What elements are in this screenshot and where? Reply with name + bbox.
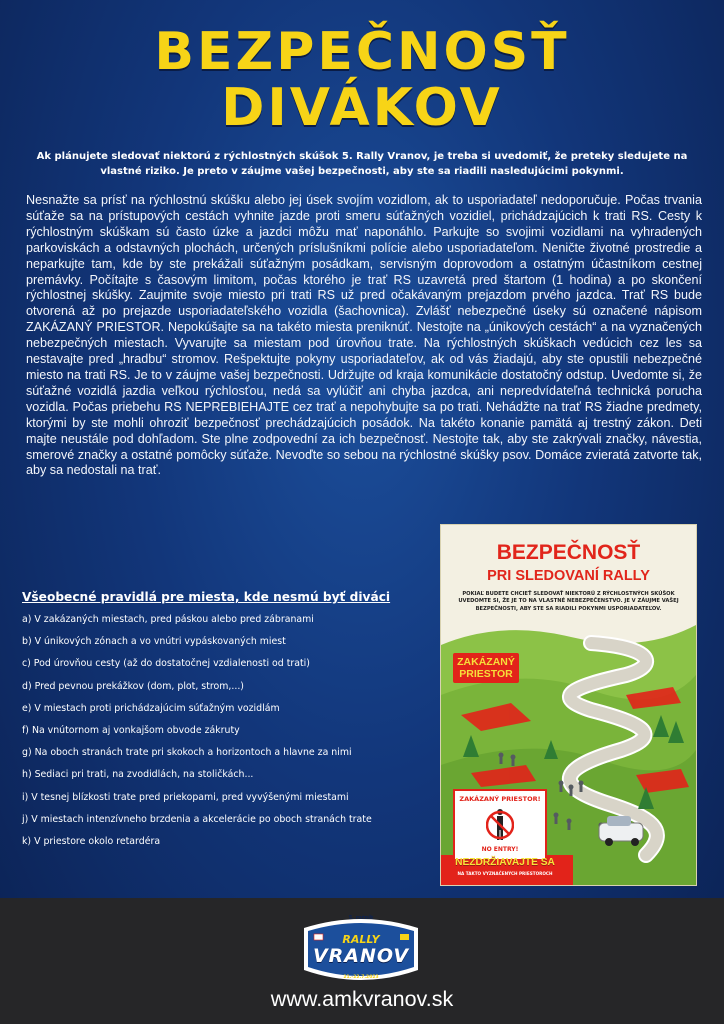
rule-item: d) Pred pevnou prekážkov (dom, plot, strom,...) <box>22 680 244 692</box>
rule-item: j) V miestach intenzívneho brzdenia a akcelerácie po oboch stranách trate <box>22 813 372 825</box>
rule-item: b) V únikových zónach a vo vnútri vypáskovaných miest <box>22 636 286 648</box>
no-entry-sign <box>453 789 547 861</box>
poster-title: BEZPEČNOSŤ <box>496 541 641 564</box>
poster-warning-title: NEZDRŽIAVAJTE SA <box>455 857 555 868</box>
poster-description: POKIAĽ BUDETE CHCIEŤ SLEDOVAŤ NIEKTORÚ Z RÝCHLOSTNÝCH SKÚŠOK UVEDOMTE SI, ŽE JE TO NA VLASTNÉ NEBEZPEČENSTVO. JE V ZÁUJME VAŠEJ BEZPEČNOSTI, ABY STE SA RIADILI POKYNMI USPORIADATEĽOV. <box>458 591 679 612</box>
safety-poster <box>440 524 697 886</box>
rule-item: c) Pod úrovňou cesty (až do dostatočnej vzdialenosti od trati) <box>22 658 310 670</box>
no-entry-icon <box>486 807 514 843</box>
rule-item: f) Na vnútornom aj vonkajšom obvode zákruty <box>22 724 240 736</box>
poster-subtitle: PRI SLEDOVANÍ RALLY <box>487 568 650 584</box>
no-entry-sign-title: ZAKÁZANÝ PRIESTOR! <box>459 795 541 803</box>
rule-item: e) V miestach proti prichádzajúcim súťažným vozidlám <box>22 702 280 714</box>
rule-item: h) Sediaci pri trati, na zvodidlách, na stoličkách... <box>22 769 254 781</box>
rules-list <box>22 613 422 857</box>
page-title-line1: BEZPEČNOSŤ <box>154 22 570 82</box>
intro-text: Ak plánujete sledovať niektorú z rýchlostných skúšok 5. Rally Vranov, je treba si uvedomiť, že preteky sledujete na vlastné riziko. Je preto v záujme vašej bezpečnosti, aby ste sa riadili nasledujúcimi pokynmi. <box>36 151 688 177</box>
logo-vranov-text: VRANOV <box>312 945 410 967</box>
rule-item: k) V priestore okolo retardéra <box>22 835 161 847</box>
page-title-line2: DIVÁKOV <box>221 78 503 138</box>
rule-item: a) V zakázaných miestach, pred páskou alebo pred zábranami <box>22 614 314 625</box>
body-text: Nesnažte sa prísť na rýchlostnú skúšku alebo jej úsek svojím vozidlom, ak to usporiadateľ nedoporučuje. Počas trvania súťaže sa na prístupových cestách vyhnite jazde proti smeru súťažných vozidiel, prichádzajúcich k trati RS. Cesty k rýchlostným skúškam sú často úzke a jazdci môžu mať naponáhlo. Parkujte so svojimi vozidlami na vyhradených parkoviskách a odstavných plochách, určených príslušníkmi polície alebo usporiadateľom. Neničte životné prostredie a neparkujte tam, kde by ste prekážali súťažným posádkam, servisným doprovodom a ostatným účastníkom cestnej premávky. Počítajte s časovým limitom, počas ktorého je trať RS uzavretá pred štartom (1 hodina) a po skončení rýchlostnej skúšky. Zaujmite svoje miesto pri trati RS už pred očakávaným prejazdom prvého jazdca. Trať RS bude otvorená až po prejazde usporiadateľského vozidla (šachovnica). Zvlášť nebezpečné úseky sú označené nápisom ZAKÁZANÝ PRIESTOR. Nepokúšajte sa na takéto miesta preniknúť. Nestojte na „únikových cestách“ a na vyznačených nebezpečných miestach. Vyvarujte sa miestam pod úrovňou trate. Na rýchlostných skúškach vedúcich cez les sa nestavajte pred „hradbu“ stromov. Rešpektujte pokyny usporiadateľov, ak od vás žiadajú, aby ste opustili nebezpečné miesto na trati RS. Je to v záujme vašej bezpečnosti. Udržujte od kraja komunikácie dostatočný odstup. Uvedomte si, že súťažné vozidlá jazdia veľkou rýchlosťou, nedá sa vylúčiť ani chyba jazdca, ani nepredvídateľná technická porucha vozidla. Počas priebehu RS NEPREBIEHAJTE cez trať a nepohybujte sa po trati. Nehádžte na trať RS žiadne predmety, ktorými by ste mohli ohroziť bezpečnosť prechádzajúcich posádok. Na takéto konanie pamätá aj trestný zákon. Deti majte neustále pod dohľadom. Ste plne zodpovední za ich bezpečnosť. Nestojte tak, aby ste zakrývali značky, návestia, smerové značky a ostatné pomôcky súťaže. Nevoďte so sebou na rýchlostné skúšky psov. Domáce zvieratá zatvorte tak, aby sa nedostali na trať. <box>26 193 702 478</box>
logo-dates: 21.-22.7.2023 <box>343 975 379 980</box>
no-entry-sign-text: NO ENTRY! <box>481 846 519 853</box>
website-link[interactable]: www.amkvranov.sk <box>270 987 454 1011</box>
logo-edition: 5. ročník <box>348 915 374 921</box>
poster-forbidden-zone-label: ZAKÁZANÝ PRIESTOR <box>453 653 519 683</box>
rule-item: g) Na oboch stranách trate pri skokoch a horizontoch a hlavne za nimi <box>22 747 352 759</box>
logo-rally-text: RALLY <box>342 933 380 946</box>
rule-item: i) V tesnej blízkosti trate pred priekopami, pred vyvýšenými miestami <box>22 791 349 803</box>
rules-heading: Všeobecné pravidlá pre miesta, kde nesmú byť diváci <box>22 590 391 604</box>
poster-warning-subtitle: NA TAKTO VYZNAČENÝCH PRIESTOROCH <box>457 871 553 876</box>
